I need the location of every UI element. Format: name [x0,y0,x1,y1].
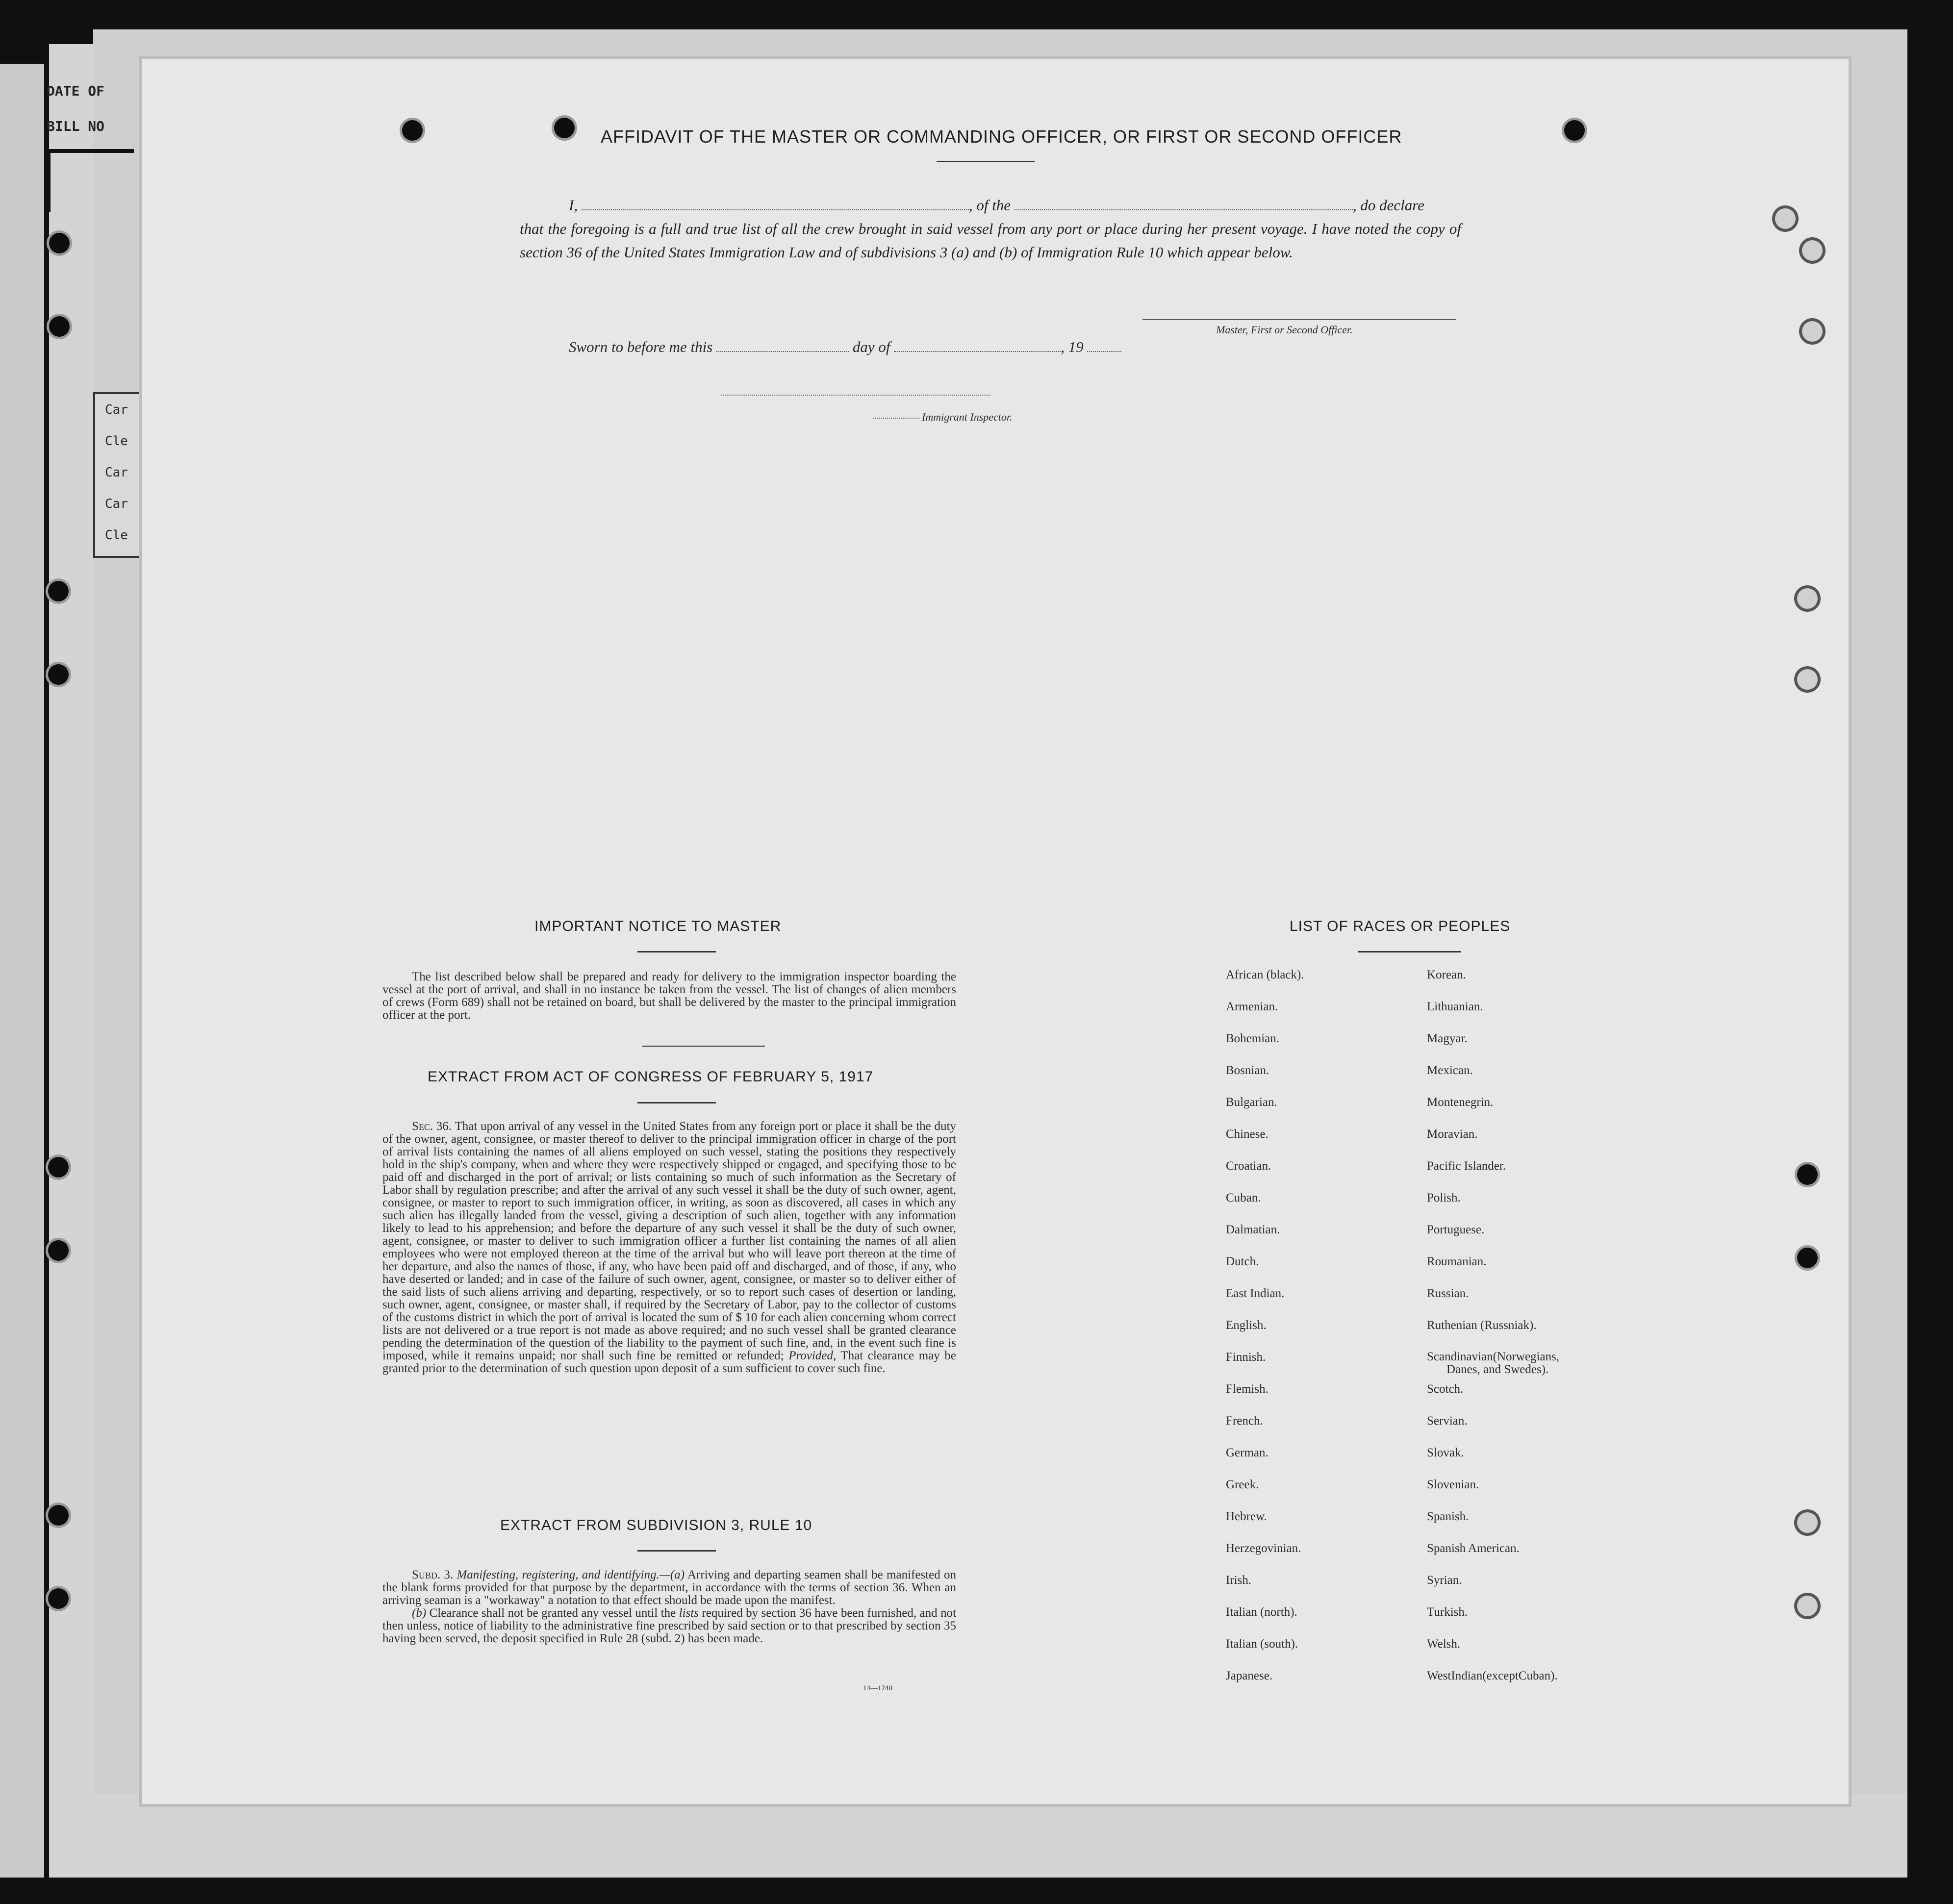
races-title: LIST OF RACES OR PEOPLES [1290,918,1511,934]
race-item: Mexican. [1427,1064,1473,1077]
race-item: Slovak. [1427,1446,1464,1459]
race-item: English. [1226,1319,1267,1332]
race-item: Lithuanian. [1427,1000,1483,1013]
race-item: Korean. [1427,968,1466,981]
binder-hole [1802,240,1823,261]
act-extract-text [382,1120,956,1375]
binder-hole [48,1505,69,1526]
binder-hole [49,316,70,337]
race-item-line-2: Danes, and Swedes). [1446,1363,1549,1376]
sworn-day-blank[interactable] [716,338,849,352]
race-item: Moravian. [1427,1127,1478,1141]
affidavit-body: that the foregoing is a full and true list of all the crew brought in said vessel from any port or place during her present voyage. I have noted the copy of section 36 of the United States Immigration Law and of subdivisions 3 (a) and (b) of Immigration Rule 10 which appear below. [520,220,1461,261]
race-item: Finnish. [1226,1351,1266,1364]
race-item: Flemish. [1226,1382,1268,1396]
race-item: Armenian. [1226,1000,1278,1013]
race-item: Chinese. [1226,1127,1268,1141]
stamp-box [47,149,134,212]
race-item: Italian (north). [1226,1605,1297,1619]
binder-hole [48,1157,69,1177]
race-item: German. [1226,1446,1268,1459]
race-item: Pacific Islander. [1427,1159,1506,1173]
affidavit-first-line [520,194,1461,217]
rule-b-label: (b) [412,1606,427,1620]
inspector-signature-line[interactable] [721,395,990,396]
binder-hole [1802,321,1823,342]
sworn-prefix: Sworn to before me this [569,338,713,355]
race-item: Bohemian. [1226,1032,1280,1045]
race-item: Italian (south). [1226,1637,1298,1651]
notice-end-rule [642,1046,765,1047]
race-item: Dutch. [1226,1255,1259,1268]
notice-rule [637,951,716,952]
form-number: 14—1240 [863,1684,892,1692]
signature-label: Master, First or Second Officer. [1216,324,1353,336]
rule-paragraph-b [382,1607,956,1645]
binder-hole [554,118,575,138]
race-item: Herzegovinian. [1226,1542,1301,1555]
notice-title: IMPORTANT NOTICE TO MASTER [534,918,782,934]
rule-heading: Manifesting, registering, and identifying.—(a) [457,1568,685,1581]
rule-extract-title: EXTRACT FROM SUBDIVISION 3, RULE 10 [500,1517,812,1533]
name-blank[interactable] [582,197,969,210]
race-item: Portuguese. [1427,1223,1485,1236]
inspector-label: Immigrant Inspector. [922,411,1013,423]
race-item: Turkish. [1427,1605,1468,1619]
corner-stamp [47,74,134,212]
race-item: Welsh. [1427,1637,1461,1651]
race-item: Greek. [1226,1478,1259,1491]
race-item: Russian. [1427,1287,1469,1300]
sworn-month-blank[interactable] [894,338,1061,352]
binder-hole [48,664,69,685]
affidavit-i: I, [569,197,578,214]
races-column-1 [1226,968,1304,1701]
race-item: Polish. [1427,1191,1461,1204]
race-item: Japanese. [1226,1669,1273,1682]
binder-hole [48,581,69,601]
race-item: Syrian. [1427,1574,1462,1587]
provided-label: Provided, [788,1349,837,1362]
act-extract-title: EXTRACT FROM ACT OF CONGRESS OF FEBRUARY 5, 1917 [428,1069,874,1085]
binder-hole [1797,1512,1818,1533]
race-item-line-1: Scandinavian(Norwegians, [1427,1350,1560,1363]
race-item: Cuban. [1226,1191,1261,1204]
sworn-year-blank[interactable] [1087,338,1121,352]
notice-text [382,971,956,1022]
sec-label: Sec. 36. [412,1120,452,1133]
rule-text-a: Arriving and departing seamen shall be manifested on the blank forms provided for that purpose by the department, in accordance with the terms of section 36. When an arriving seaman is a "workaway" a notation to that effect should be made upon the manifest. [382,1568,956,1607]
of-the-label: , of the [968,197,1011,214]
vessel-blank[interactable] [1015,197,1353,210]
race-item: French. [1226,1414,1263,1428]
binder-hole [48,1240,69,1261]
race-item: Bosnian. [1226,1064,1269,1077]
race-item: Ruthenian (Russniak). [1427,1319,1537,1332]
side-tab-label: Car [105,497,128,511]
race-item: Montenegrin. [1427,1096,1494,1109]
binder-hole [1797,669,1818,690]
race-item: Irish. [1226,1574,1252,1587]
act-paragraph [382,1120,956,1375]
binder-hole [1775,208,1796,229]
rule-text-b2: required by section 36 have been furnished, and not then unless, notice of liability to the administrative fine prescribed by said section or to that prescribed by section 35 having been served, the deposit specified in Rule 28 (subd. 2) has been made. [382,1606,957,1645]
provided-text: That clearance may be granted prior to the determination of such question upon deposit of a sum sufficient to cover such fine. [382,1349,957,1375]
race-item: Magyar. [1427,1032,1468,1045]
signature-line[interactable] [1142,319,1456,320]
rule-text-b1: Clearance shall not be granted any vessel until the [429,1606,676,1620]
sworn-day-label: day of [852,338,890,355]
race-item: Spanish American. [1427,1542,1520,1555]
race-item: Slovenian. [1427,1478,1479,1491]
races-rule [1358,951,1461,952]
act-rule [637,1102,716,1103]
form-sheet [142,59,1849,1804]
do-declare-label: , do declare [1352,197,1424,214]
race-item: Servian. [1427,1414,1468,1428]
race-item: Hebrew. [1226,1510,1267,1523]
side-tab-label: Cle [105,528,128,543]
side-tab-label: Car [105,402,128,417]
race-item: Dalmatian. [1226,1223,1280,1236]
race-item: Bulgarian. [1226,1096,1277,1109]
race-item [1427,1351,1559,1382]
inspector-dots [873,418,919,419]
underlying-page-edge [0,64,44,1878]
race-item: Spanish. [1427,1510,1469,1523]
sworn-line [569,338,1121,356]
rule-rule [637,1550,716,1552]
subd-label: Subd. 3. [412,1568,454,1581]
sworn-year-label: , 19 [1061,338,1084,355]
lists-word: lists [679,1606,699,1620]
binder-hole [402,120,423,141]
rule-extract-text [382,1569,956,1645]
races-column-2 [1427,968,1559,1701]
act-body: That upon arrival of any vessel in the United States from any foreign port or place it shall be the duty of the owner, agent, consignee, or master thereof to deliver to the principal immigration officer in charge of the port of arrival lists containing the names of all aliens employed on such vessel, stating the positions they respectively hold in the ship's company, when and where they were respectively shipped or engaged, and specifying those to be paid off and discharged in the port of arrival; or lists containing so much of such information as the Secretary of Labor shall by regulation prescribe; and after the arrival of any such vessel it shall be the duty of such owner, agent, consignee, or master to report to such immigration officer, in writing, as soon as discovered, all cases in which any such alien has illegally landed from the vessel, giving a description of such alien, together with any information likely to lead to his apprehension; and before the departure of any such vessel it shall be the duty of such owner, agent, consignee, or master to deliver to such immigration officer a further list containing the names of all alien employees who were not employed thereon at the time of the arrival but who will leave port thereon at the time of her departure, and also the names of those, if any, who have been paid off and discharged, and of those, if any, who have deserted or landed; and in case of the failure of such owner, agent, consignee, or master so to deliver either of the said lists of such aliens arriving and departing, respectively, or so to report such cases of desertion or landing, such owner, agent, consignee, or master shall, if required by the Secretary of Labor, pay to the collector of customs of the customs district in which the port of arrival is located the sum of $ 10 for each alien concerning whom correct lists are not delivered or a true report is not made as above required; and no such vessel shall be granted clearance pending the determination of the question of the liability to the payment of such fine, and, in the event such fine is imposed, while it remains unpaid; nor shall such fine be remitted or refunded; [382,1120,956,1362]
binder-hole [1564,120,1585,141]
race-item: East Indian. [1226,1287,1285,1300]
stamp-line-2: BILL NO [47,118,105,134]
binder-hole [1797,588,1818,609]
side-tab-label: Car [105,465,128,480]
title-rule [937,161,1035,162]
binder-hole [1797,1164,1818,1185]
race-item: WestIndian(exceptCuban). [1427,1669,1558,1682]
side-tab-label: Cle [105,434,128,449]
rule-paragraph-a [382,1569,956,1607]
binder-hole [1797,1596,1818,1616]
affidavit-text [520,194,1461,264]
race-item: African (black). [1226,968,1304,981]
affidavit-title: AFFIDAVIT OF THE MASTER OR COMMANDING OFFICER, OR FIRST OR SECOND OFFICER [601,126,1402,147]
notice-paragraph: The list described below shall be prepared and ready for delivery to the immigration inspector boarding the vessel at the port of arrival, and shall in no instance be taken from the vessel. The list of changes of alien members of crews (Form 689) shall not be retained on board, but shall be delivered by the master to the principal immigration officer at the port. [382,970,956,1022]
race-item: Croatian. [1226,1159,1271,1173]
binder-hole [48,1588,69,1609]
race-item: Scotch. [1427,1382,1464,1396]
race-item: Roumanian. [1427,1255,1487,1268]
binder-hole [49,233,70,253]
binder-hole [1797,1248,1818,1268]
stamp-line-1: DATE OF [47,83,105,99]
